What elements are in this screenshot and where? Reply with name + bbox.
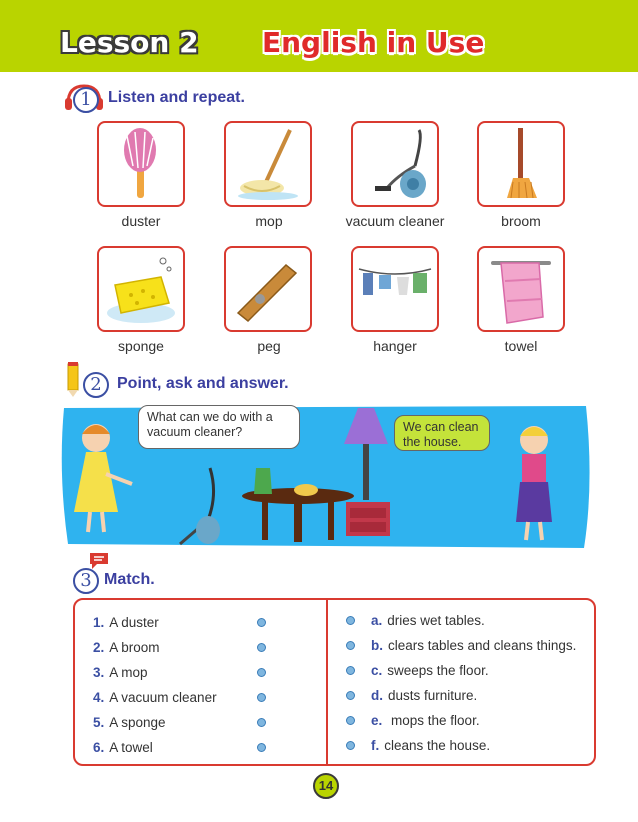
lesson-label: Lesson 2 <box>60 26 199 59</box>
answer-bubble: We can clean the house. <box>394 415 490 451</box>
question-bubble: What can we do with a vacuum cleaner? <box>138 405 300 449</box>
section-title-match: Match. <box>104 571 155 588</box>
right-match-dot-f[interactable] <box>346 741 355 750</box>
page-number: 14 <box>313 773 339 799</box>
right-item-e: e. mops the floor. <box>371 713 480 728</box>
pencil-icon <box>64 362 82 398</box>
right-item-c: c. sweeps the floor. <box>371 663 489 678</box>
unit-title: English in Use <box>262 26 485 59</box>
left-match-dot-6[interactable] <box>257 743 266 752</box>
match-exercise-box <box>73 598 596 766</box>
right-match-dot-b[interactable] <box>346 641 355 650</box>
tile-peg[interactable] <box>224 246 312 332</box>
broom-icon <box>483 126 559 202</box>
section-title-point: Point, ask and answer. <box>117 375 289 392</box>
caption-broom: broom <box>501 213 541 229</box>
match-divider <box>326 600 328 764</box>
right-item-b: b. clears tables and cleans things. <box>371 638 577 653</box>
right-match-dot-d[interactable] <box>346 691 355 700</box>
header-bar <box>0 0 638 72</box>
caption-vacuum-cleaner: vacuum cleaner <box>345 213 445 229</box>
tile-sponge[interactable] <box>97 246 185 332</box>
speech-bubble-icon <box>88 551 110 571</box>
section-number-3: 3 <box>73 568 99 594</box>
tile-hanger[interactable] <box>351 246 439 332</box>
left-item-6: 6. A towel <box>93 740 153 755</box>
right-item-a: a. dries wet tables. <box>371 613 485 628</box>
left-match-dot-4[interactable] <box>257 693 266 702</box>
left-item-4: 4. A vacuum cleaner <box>93 690 217 705</box>
clothes-hanger-icon <box>357 251 433 327</box>
left-item-1: 1. A duster <box>93 615 159 630</box>
vacuum-cleaner-icon <box>357 126 433 202</box>
mop-icon <box>230 126 306 202</box>
left-item-3: 3. A mop <box>93 665 148 680</box>
right-item-f: f. cleans the house. <box>371 738 491 753</box>
duster-icon <box>103 126 179 202</box>
tile-mop[interactable] <box>224 121 312 207</box>
left-item-5: 5. A sponge <box>93 715 166 730</box>
peg-icon <box>230 251 306 327</box>
section-number-2: 2 <box>83 372 109 398</box>
left-match-dot-2[interactable] <box>257 643 266 652</box>
towel-icon <box>483 251 559 327</box>
left-item-2: 2. A broom <box>93 640 160 655</box>
tile-duster[interactable] <box>97 121 185 207</box>
caption-mop: mop <box>255 213 283 229</box>
scene-illustration <box>58 404 594 552</box>
caption-peg: peg <box>257 338 281 354</box>
section-title-listen: Listen and repeat. <box>108 89 245 106</box>
right-match-dot-e[interactable] <box>346 716 355 725</box>
left-match-dot-1[interactable] <box>257 618 266 627</box>
tile-towel[interactable] <box>477 246 565 332</box>
left-match-dot-5[interactable] <box>257 718 266 727</box>
right-match-dot-c[interactable] <box>346 666 355 675</box>
sponge-icon <box>103 251 179 327</box>
caption-hanger: hanger <box>373 338 417 354</box>
left-match-dot-3[interactable] <box>257 668 266 677</box>
caption-sponge: sponge <box>118 338 164 354</box>
right-match-dot-a[interactable] <box>346 616 355 625</box>
tile-vacuum-cleaner[interactable] <box>351 121 439 207</box>
right-item-d: d. dusts furniture. <box>371 688 478 703</box>
section-number-1: 1 <box>73 87 99 113</box>
caption-towel: towel <box>504 338 538 354</box>
caption-duster: duster <box>121 213 161 229</box>
tile-broom[interactable] <box>477 121 565 207</box>
